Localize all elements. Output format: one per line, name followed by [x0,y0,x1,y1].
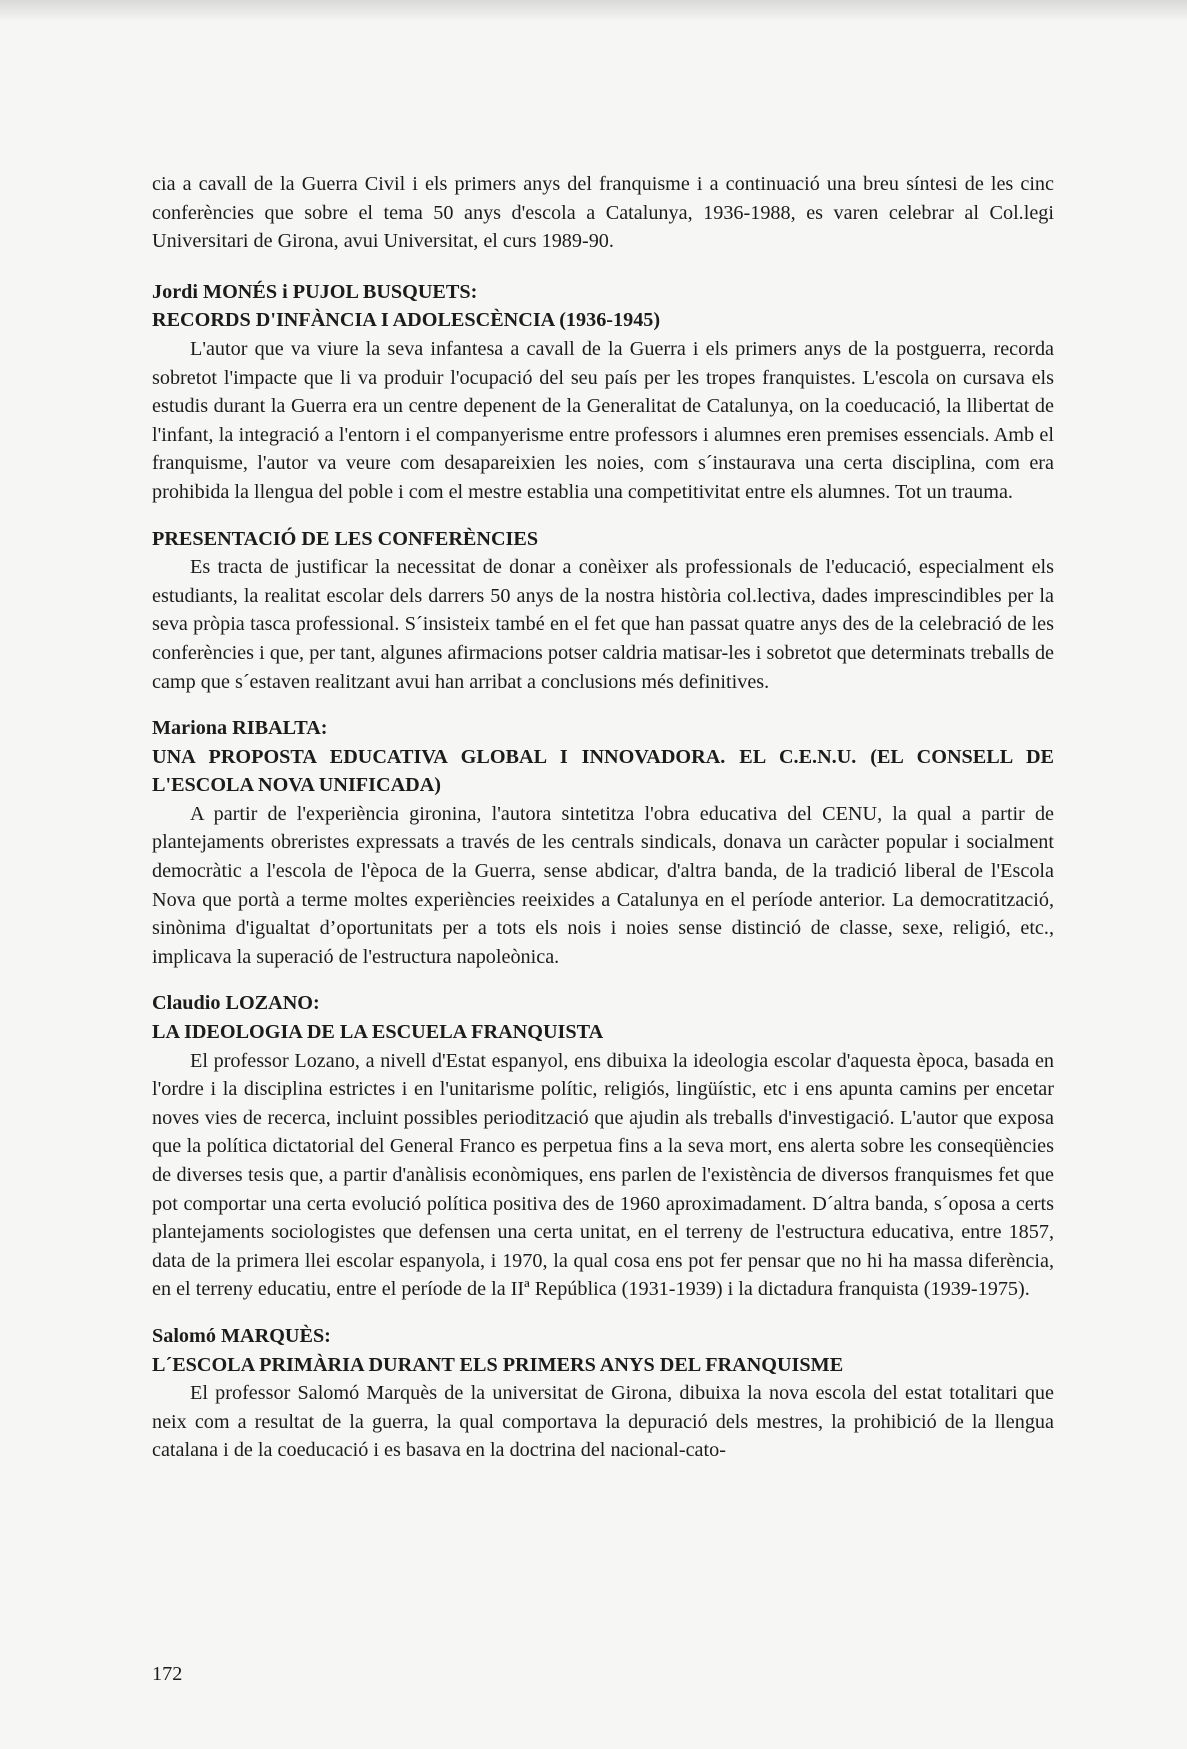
section-title: UNA PROPOSTA EDUCATIVA GLOBAL I INNOVADORA. EL C.E.N.U. (EL CONSELL DE L'ESCOLA NOVA UNIFICADA) [152,745,1054,797]
intro-paragraph: cia a cavall de la Guerra Civil i els primers anys del franquisme i a continuació una breu síntesi de les cinc conferències que sobre el tema 50 anys d'escola a Catalunya, 1936-1988, es varen celebrar al Col.legi Universitari de Girona, avui Universitat, el curs 1989-90. [152,173,1054,253]
section-body: L'autor que va viure la seva infantesa a cavall de la Guerra i els primers anys de la postguerra, recorda sobretot l'impacte que li va produir l'ocupació del seu país per les tropes franquistes. L'escola on cursava els estudis durant la Guerra era un centre depenent de la Generalitat de Catalunya, on la coeducació, la llibertat de l'infant, la integració a l'entorn i el companyerisme entre professors i alumnes eren premises essencials. Amb el franquisme, l'autor va veure com desapareixien les noies, com s´instaurava una certa disciplina, com era prohibida la llengua del poble i com el mestre establia una competitivitat entre els alumnes. Tot un trauma. [152,337,1054,503]
section-lozano [152,989,1054,1304]
section-author: Claudio LOZANO: [152,992,320,1015]
section-title: L´ESCOLA PRIMÀRIA DURANT ELS PRIMERS ANYS DEL FRANQUISME [152,1353,844,1376]
section-author: Jordi MONÉS i PUJOL BUSQUETS: [152,280,478,303]
page-body [152,170,1054,1465]
section-title: LA IDEOLOGIA DE LA ESCUELA FRANQUISTA [152,1021,604,1044]
scan-top-shadow [0,0,1187,22]
section-title: RECORDS D'INFÀNCIA I ADOLESCÈNCIA (1936-1945) [152,309,661,332]
section-body: A partir de l'experiència gironina, l'autora sintetitza l'obra educativa del CENU, la qual a partir de plantejaments obreristes expressats a través de les centrals sindicals, donava un caràcter popular i socialment democràtic a l'escola de l'època de la Guerra, sense abdicar, d'altra banda, de la tradició liberal de l'Escola Nova que portà a terme moltes experiències reeixides a Catalunya en el període anterior. La democratització, sinònima d'igualtat d’oportunitats per a tots els nois i noies sense distinció de classe, sexe, religió, etc., implicava la superació de l'estructura napoleònica. [152,802,1054,968]
page-number: 172 [152,1663,183,1685]
section-ribalta [152,714,1054,971]
section-body: El professor Lozano, a nivell d'Estat espanyol, ens dibuixa la ideologia escolar d'aquesta època, basada en l'ordre i la disciplina estrictes i en l'unitarisme polític, religiós, lingüístic, etc i ens apunta camins per encetar noves vies de recerca, incluint possibles periodització que ajudin als treballs d'investigació. L'autor que exposa que la política dictatorial del General Franco es perpetua fins a la seva mort, ens alerta sobre les conseqüències de diverses tesis que, a partir d'anàlisis econòmiques, ens parlen de l'existència de diversos franquismes fet que pot comportar una certa evolució política positiva des de 1960 aproximadament. D´altra banda, s´oposa a certs plantejaments sociologistes que defensen una certa unitat, en el terreny de l'estructura educativa, entre 1857, data de la primera llei escolar espanyola, i 1970, la qual cosa ens pot fer pensar que no hi ha massa diferència, en el terreny educatiu, entre el període de la IIª República (1931-1939) i la dictadura franquista (1939-1975). [152,1049,1054,1301]
section-author: Mariona RIBALTA: [152,717,328,740]
section-presentacio [152,525,1054,697]
section-body: El professor Salomó Marquès de la universitat de Girona, dibuixa la nova escola del estat totalitari que neix com a resultat de la guerra, la qual comportava la depuració dels mestres, la prohibició de la llengua catalana i de la coeducació i es basava en la doctrina del nacional-cato- [152,1382,1054,1462]
section-author: Salomó MARQUÈS: [152,1324,331,1347]
section-body: Es tracta de justificar la necessitat de donar a conèixer als professionals de l'educació, especialment els estudiants, la realitat escolar dels darrers 50 anys de la nostra història col.lectiva, dades imprescindibles per la seva pròpia tasca professional. S´insisteix també en el fet que han passat quatre anys des de la celebració de les conferències i que, per tant, algunes afirmacions potser caldria matisar-les i sobretot que determinats treballs de camp que s´estaven realitzant avui han arribat a conclusions més definitives. [152,556,1054,693]
section-marques [152,1322,1054,1465]
section-mones [152,278,1054,507]
section-title: PRESENTACIÓ DE LES CONFERÈNCIES [152,527,539,550]
